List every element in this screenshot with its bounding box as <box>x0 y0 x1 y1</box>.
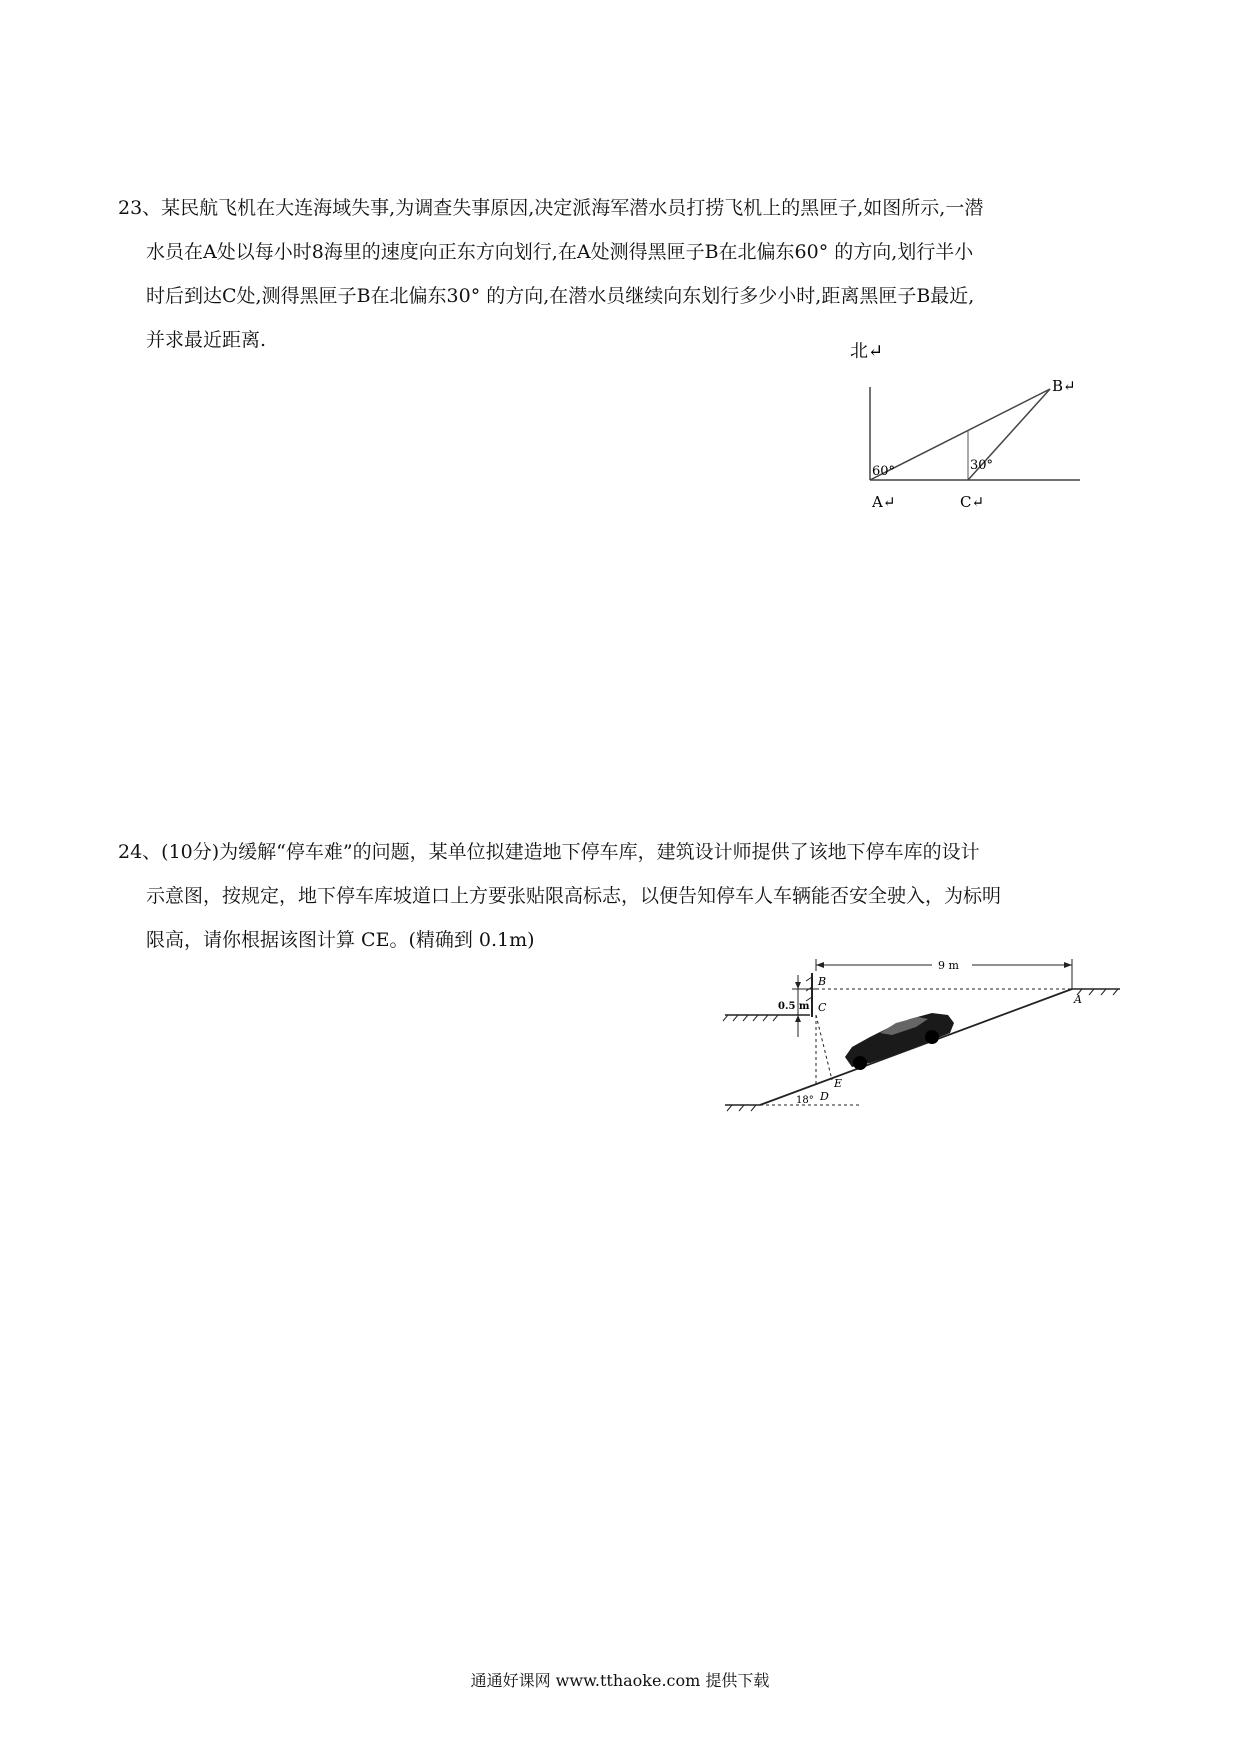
point-a-label: A <box>1074 993 1082 1006</box>
line-ce <box>816 1015 832 1080</box>
point-b-label: B <box>818 975 827 988</box>
footer-text: 通通好课网 www.tthaoke.com 提供下载 <box>470 1671 770 1690</box>
q24-figure <box>720 955 1130 1125</box>
q24-line-1: 24、(10分)为缓解“停车难”的问题，某单位拟建造地下停车库，建筑设计师提供了该地下停车库的设计 <box>118 841 980 863</box>
q23-line-3: 时后到达C处,测得黑匣子B在北偏东30° 的方向,在潜水员继续向东划行多少小时,距离黑匣子B最近, <box>146 285 975 307</box>
point-a-label: A↵ <box>872 493 896 511</box>
question-24 <box>118 830 1128 962</box>
point-b-label: B↵ <box>1052 377 1076 395</box>
q23-line-4: 并求最近距离. <box>146 329 267 351</box>
q23-line-2: 水员在A处以每小时8海里的速度向正东方向划行,在A处测得黑匣子B在北偏东60° 的方向,划行半小 <box>146 241 974 263</box>
car-icon <box>845 1013 954 1070</box>
dim-9m-label: 9 m <box>938 959 959 972</box>
point-d-label: D <box>820 1090 829 1103</box>
north-label: 北↵ <box>850 341 884 362</box>
dim-05m-label: 0.5 m <box>778 1001 810 1012</box>
point-c-label: C <box>818 1001 827 1014</box>
point-e-label: E <box>834 1077 843 1090</box>
q23-line-1: 23、某民航飞机在大连海域失事,为调查失事原因,决定派海军潜水员打捞飞机上的黑匣子,如图所示,一潜 <box>118 197 984 219</box>
q23-figure <box>840 335 1100 525</box>
angle-a-label: 60° <box>872 464 896 479</box>
line-ab <box>870 389 1050 480</box>
q24-line-2: 示意图，按规定，地下停车库坡道口上方要张贴限高标志，以便告知停车人车辆能否安全驶入，为标明 <box>146 885 1002 907</box>
q24-line-3: 限高，请你根据该图计算 CE。(精确到 0.1m) <box>146 929 535 951</box>
angle-c-label: 30° <box>970 458 994 473</box>
angle-label: 18° <box>796 1095 814 1106</box>
point-c-label: C↵ <box>960 493 985 511</box>
